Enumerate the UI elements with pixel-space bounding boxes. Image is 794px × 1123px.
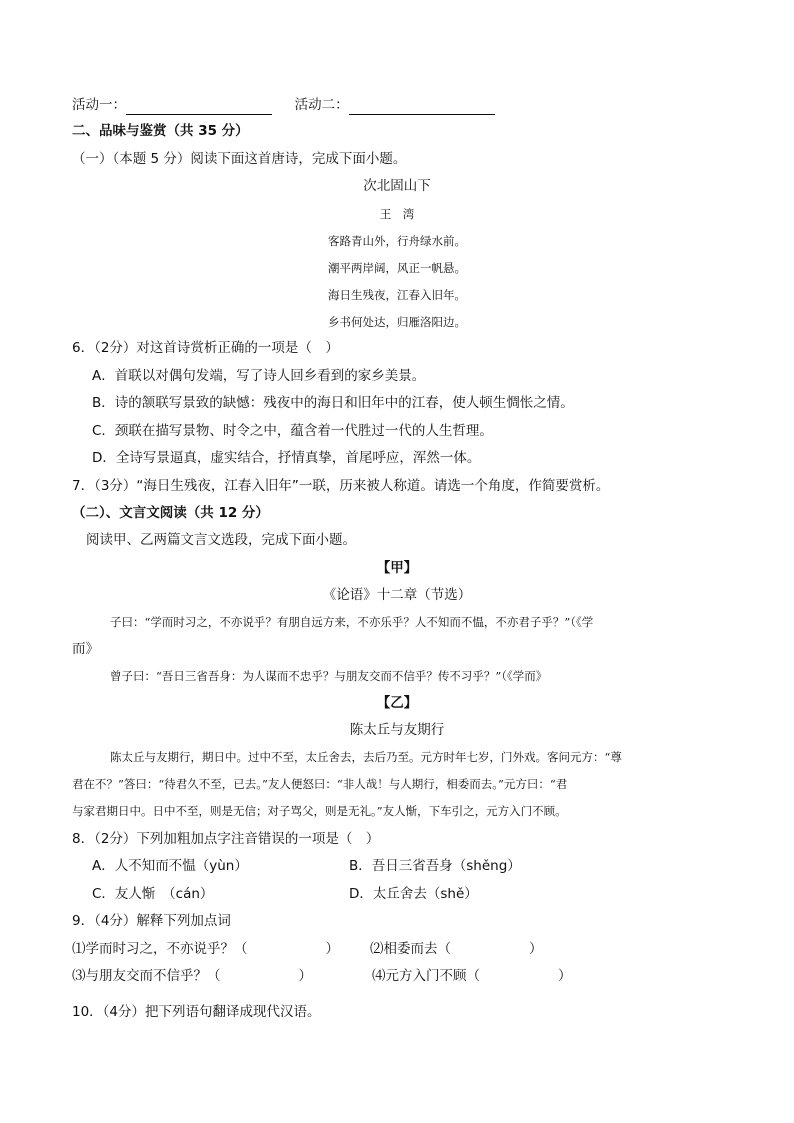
- text-jia-paragraph-2: 曾子曰：“吾日三省吾身：为人谋而不忠乎？与朋友交而不信乎？传不习乎？”（《学而》: [110, 669, 548, 683]
- close-paren: ）: [325, 941, 339, 957]
- part-2-heading: （二）、文言文阅读（共 12 分）: [72, 505, 269, 521]
- close-paren: ）: [529, 941, 543, 957]
- question-8-option-d[interactable]: D．太丘舍去（shě）: [349, 886, 478, 902]
- poem-line: 乡书何处达，归雁洛阳边。: [328, 315, 466, 329]
- poem-line: 客路青山外，行舟绿水前。: [328, 234, 466, 248]
- question-7-stem: 7．（3分）“海日生残夜，江春入旧年”一联，历来被人称道。请选一个角度，作简要赏析。: [72, 478, 610, 494]
- text-jia-paragraph-1: 子曰：“学而时习之，不亦说乎？有朋自远方来，不亦乐乎？人不知而不愠，不亦君子乎？”（《学: [110, 615, 594, 629]
- text-yi-marker: 【乙】: [376, 695, 418, 711]
- question-10-stem: 10．（4分）把下列语句翻译成现代汉语。: [72, 1004, 321, 1020]
- poem-title: 次北固山下: [363, 178, 431, 194]
- activity-1-blank[interactable]: [126, 100, 272, 115]
- question-9-stem: 9．（4分）解释下列加点词: [72, 913, 231, 929]
- text-yi-line: 陈太丘与友期行，期日中。过中不至，太丘舍去，去后乃至。元方时年七岁，门外戏。客问元方：“尊: [110, 750, 622, 764]
- question-8-option-c[interactable]: C．友人惭 （cán）: [92, 886, 214, 902]
- poem-line: 潮平两岸阔，风正一帆悬。: [328, 261, 466, 275]
- poem-line: 海日生残夜，江春入旧年。: [328, 288, 466, 302]
- activity-2-label: 活动二：: [294, 97, 349, 113]
- question-9-item-1-text: ⑴学而时习之，不亦说乎？（: [72, 941, 248, 957]
- part-2-intro: 阅读甲、乙两篇文言文选段，完成下面小题。: [86, 532, 356, 548]
- text-yi-line: 与家君期日中。日中不至，则是无信；对子骂父，则是无礼。”友人惭，下车引之，元方入门不顾。: [72, 804, 567, 818]
- close-paren: ）: [298, 968, 312, 984]
- question-9-item-2[interactable]: [370, 939, 543, 959]
- question-9-item-1[interactable]: [72, 939, 339, 959]
- poem-author: 王 湾: [379, 207, 415, 221]
- activity-1-label: 活动一：: [72, 97, 126, 113]
- question-8-option-b[interactable]: B．吾日三省吾身（shěng）: [349, 858, 521, 874]
- text-jia-paragraph-1-cont: 而》: [72, 641, 99, 657]
- text-yi-title: 陈太丘与友期行: [349, 722, 445, 738]
- question-9-item-3-text: ⑶与朋友交而不信乎？（: [72, 968, 221, 984]
- question-9-item-2-text: ⑵相委而去（: [370, 941, 451, 957]
- question-6-option-d[interactable]: D．全诗写景逼真，虚实结合，抒情真挚，首尾呼应，浑然一体。: [92, 450, 481, 466]
- question-6-option-a[interactable]: A．首联以对偶句发端，写了诗人回乡看到的家乡美景。: [92, 368, 426, 384]
- question-9-item-3[interactable]: [72, 966, 312, 986]
- question-6-option-c[interactable]: C．颈联在描写景物、时令之中，蕴含着一代胜过一代的人生哲理。: [92, 423, 493, 439]
- activity-2-blank[interactable]: [349, 100, 495, 115]
- question-8-stem: 8．（2分）下列加粗加点字注音错误的一项是（ ）: [72, 831, 380, 847]
- question-9-item-4[interactable]: [372, 966, 572, 986]
- text-jia-marker: 【甲】: [376, 560, 418, 576]
- question-9-item-4-text: ⑷元方入门不顾（: [372, 968, 480, 984]
- section-2-heading: 二、品味与鉴赏（共 35 分）: [72, 123, 249, 139]
- question-6-stem: 6．（2分）对这首诗赏析正确的一项是（ ）: [72, 340, 339, 356]
- activity-row: [72, 95, 495, 115]
- close-paren: ）: [558, 968, 572, 984]
- question-8-option-a[interactable]: A．人不知而不愠（yùn）: [92, 858, 248, 874]
- question-6-option-b[interactable]: B．诗的颔联写景致的缺憾：残夜中的海日和旧年中的江春，使人顿生惆怅之情。: [92, 395, 574, 411]
- text-jia-title: 《论语》十二章（节选）: [322, 587, 472, 603]
- text-yi-line: 君在不？”答曰：“待君久不至，已去。”友人便怒曰：“非人哉！与人期行，相委而去。”元方曰：“君: [72, 777, 568, 791]
- part-1-intro: （一）（本题 5 分）阅读下面这首唐诗，完成下面小题。: [72, 151, 407, 167]
